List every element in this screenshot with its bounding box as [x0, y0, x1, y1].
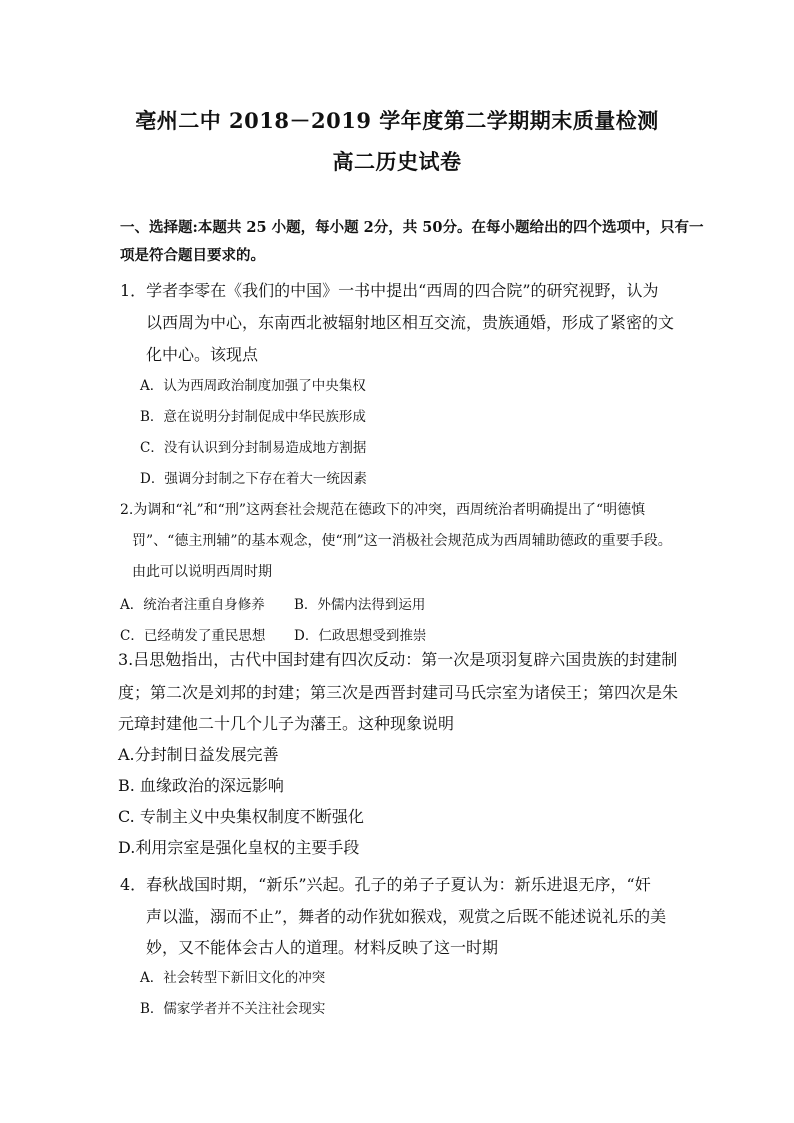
- question-1-line: 化中心。该现点: [146, 345, 259, 364]
- question-1-line: 1．学者李零在《我们的中国》一书中提出“西周的四合院”的研究视野，认为: [120, 281, 659, 300]
- section-instruction-line1: 一、选择题:本题共 25 小题，每小题 2分，共 50分。在每小题给出的四个选项中，只有一: [120, 219, 704, 236]
- question-2-option-d: D．仁政思想受到推崇: [294, 628, 427, 644]
- question-1-option-b: B．意在说明分封制促成中华民族形成: [140, 409, 366, 425]
- question-3-option-c: C. 专制主义中央集权制度不断强化: [118, 807, 364, 826]
- question-4-line: 声以滥，溺而不止”，舞者的动作犹如猴戏，观赏之后既不能述说礼乐的美: [146, 907, 667, 926]
- question-1-option-c: C．没有认识到分封制易造成地方割据: [140, 440, 367, 456]
- question-2-line: 2.为调和“礼”和“刑”这两套社会规范在德政下的冲突，西周统治者明确提出了“明德慎: [120, 502, 646, 518]
- question-2-option-a: A．统治者注重自身修养: [120, 597, 265, 613]
- question-2-line: 由此可以说明西周时期: [132, 564, 272, 580]
- question-2-line: 罚”、“德主刑辅”的基本观念，使“刑”这一消极社会规范成为西周辅助德政的重要手段。: [132, 533, 672, 549]
- question-2-option-b: B．外儒内法得到运用: [294, 597, 426, 613]
- question-1-option-a: A．认为西周政治制度加强了中央集权: [140, 378, 366, 394]
- question-2-option-c: C．已经萌发了重民思想: [120, 628, 266, 644]
- question-3-option-b: B. 血缘政治的深远影响: [118, 776, 284, 795]
- question-4-line: 4．春秋战国时期，“新乐”兴起。孔子的弟子子夏认为：新乐进退无序，“奸: [120, 875, 651, 894]
- question-4-line: 妙，又不能体会古人的道理。材料反映了这一时期: [146, 938, 499, 957]
- question-4-option-b: B．儒家学者并不关注社会现实: [140, 1001, 326, 1017]
- question-3-line: 元璋封建他二十几个儿子为藩王。这种现象说明: [118, 714, 455, 733]
- section-instruction-line2: 项是符合题目要求的。: [120, 247, 265, 264]
- question-3-option-a: A.分封制日益发展完善: [118, 745, 279, 764]
- question-1-option-d: D．强调分封制之下存在着大一统因素: [140, 471, 367, 487]
- exam-title: 亳州二中 2018－2019 学年度第二学期期末质量检测: [135, 108, 659, 133]
- question-3-line: 3.吕思勉指出，古代中国封建有四次反动：第一次是项羽复辟六国贵族的封建制: [118, 650, 678, 669]
- question-3-line: 度；第二次是刘邦的封建；第三次是西晋封建司马氏宗室为诸侯王；第四次是朱: [118, 683, 679, 702]
- question-3-option-d: D.利用宗室是强化皇权的主要手段: [118, 838, 360, 857]
- exam-subtitle: 高二历史试卷: [332, 149, 462, 174]
- question-4-option-a: A．社会转型下新旧文化的冲突: [140, 970, 326, 986]
- question-1-line: 以西周为中心，东南西北被辐射地区相互交流，贵族通婚，形成了紧密的文: [146, 313, 675, 332]
